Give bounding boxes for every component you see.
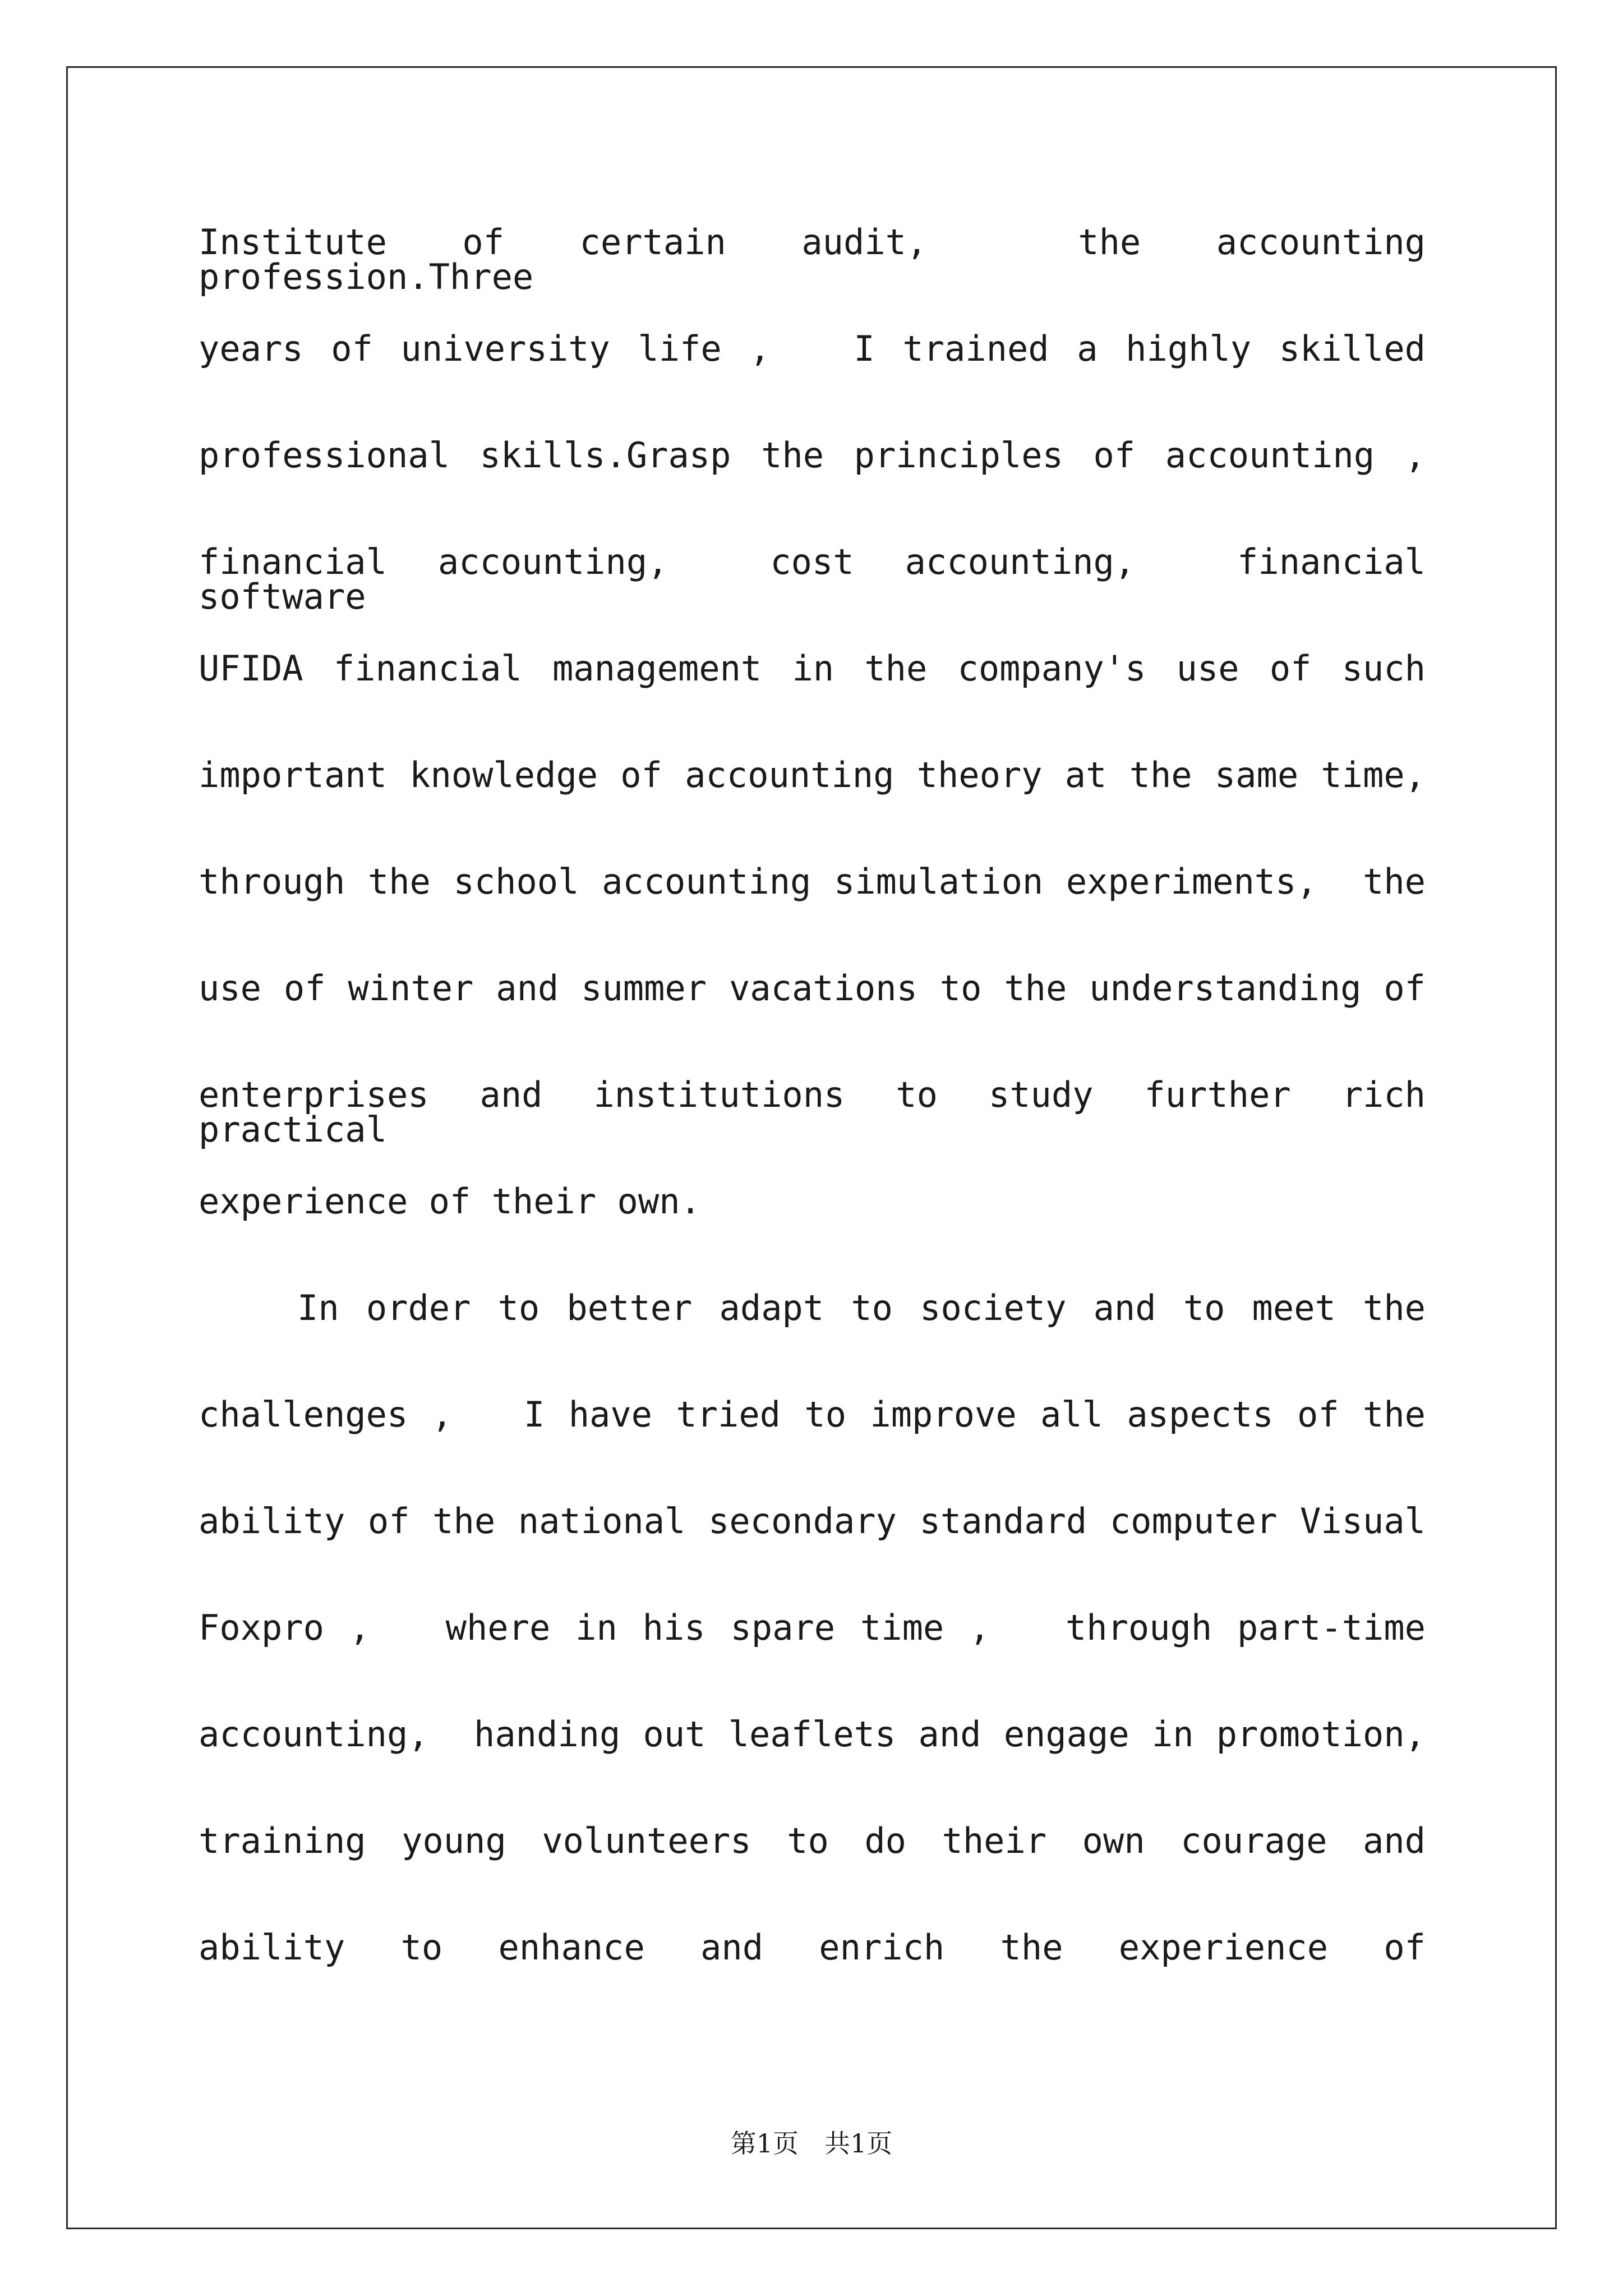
text-line: ability to enhance and enrich the experience of bbox=[199, 1927, 1426, 1968]
page-number-footer: 第1页 共1页 bbox=[730, 2128, 893, 2159]
text-line: challenges , I have tried to improve all aspects of the bbox=[199, 1394, 1426, 1435]
text-line: enterprises and institutions to study further rich practical bbox=[199, 1074, 1426, 1150]
text-line: Institute of certain audit, the accounting profession.Three bbox=[199, 222, 1426, 297]
text-line: Foxpro , where in his spare time , through part-time bbox=[199, 1607, 1426, 1648]
text-line: important knowledge of accounting theory at the same time, bbox=[199, 754, 1426, 795]
text-line: financial accounting, cost accounting, financial software bbox=[199, 541, 1426, 617]
text-line: UFIDA financial management in the company's use of such bbox=[199, 648, 1426, 689]
paragraph-first-line: In order to better adapt to society and to meet the bbox=[297, 1287, 1426, 1328]
text-line: years of university life , I trained a highly skilled bbox=[199, 328, 1426, 369]
text-line: training young volunteers to do their own courage and bbox=[199, 1820, 1426, 1861]
text-line: ability of the national secondary standard computer Visual bbox=[199, 1501, 1426, 1542]
text-line: experience of their own. bbox=[199, 1181, 701, 1222]
text-line: use of winter and summer vacations to the understanding of bbox=[199, 968, 1426, 1009]
text-line: through the school accounting simulation experiments, the bbox=[199, 861, 1426, 902]
document-body bbox=[199, 222, 1426, 2037]
text-line: professional skills.Grasp the principles of accounting , bbox=[199, 435, 1426, 476]
text-line: accounting, handing out leaflets and engage in promotion, bbox=[199, 1714, 1426, 1755]
